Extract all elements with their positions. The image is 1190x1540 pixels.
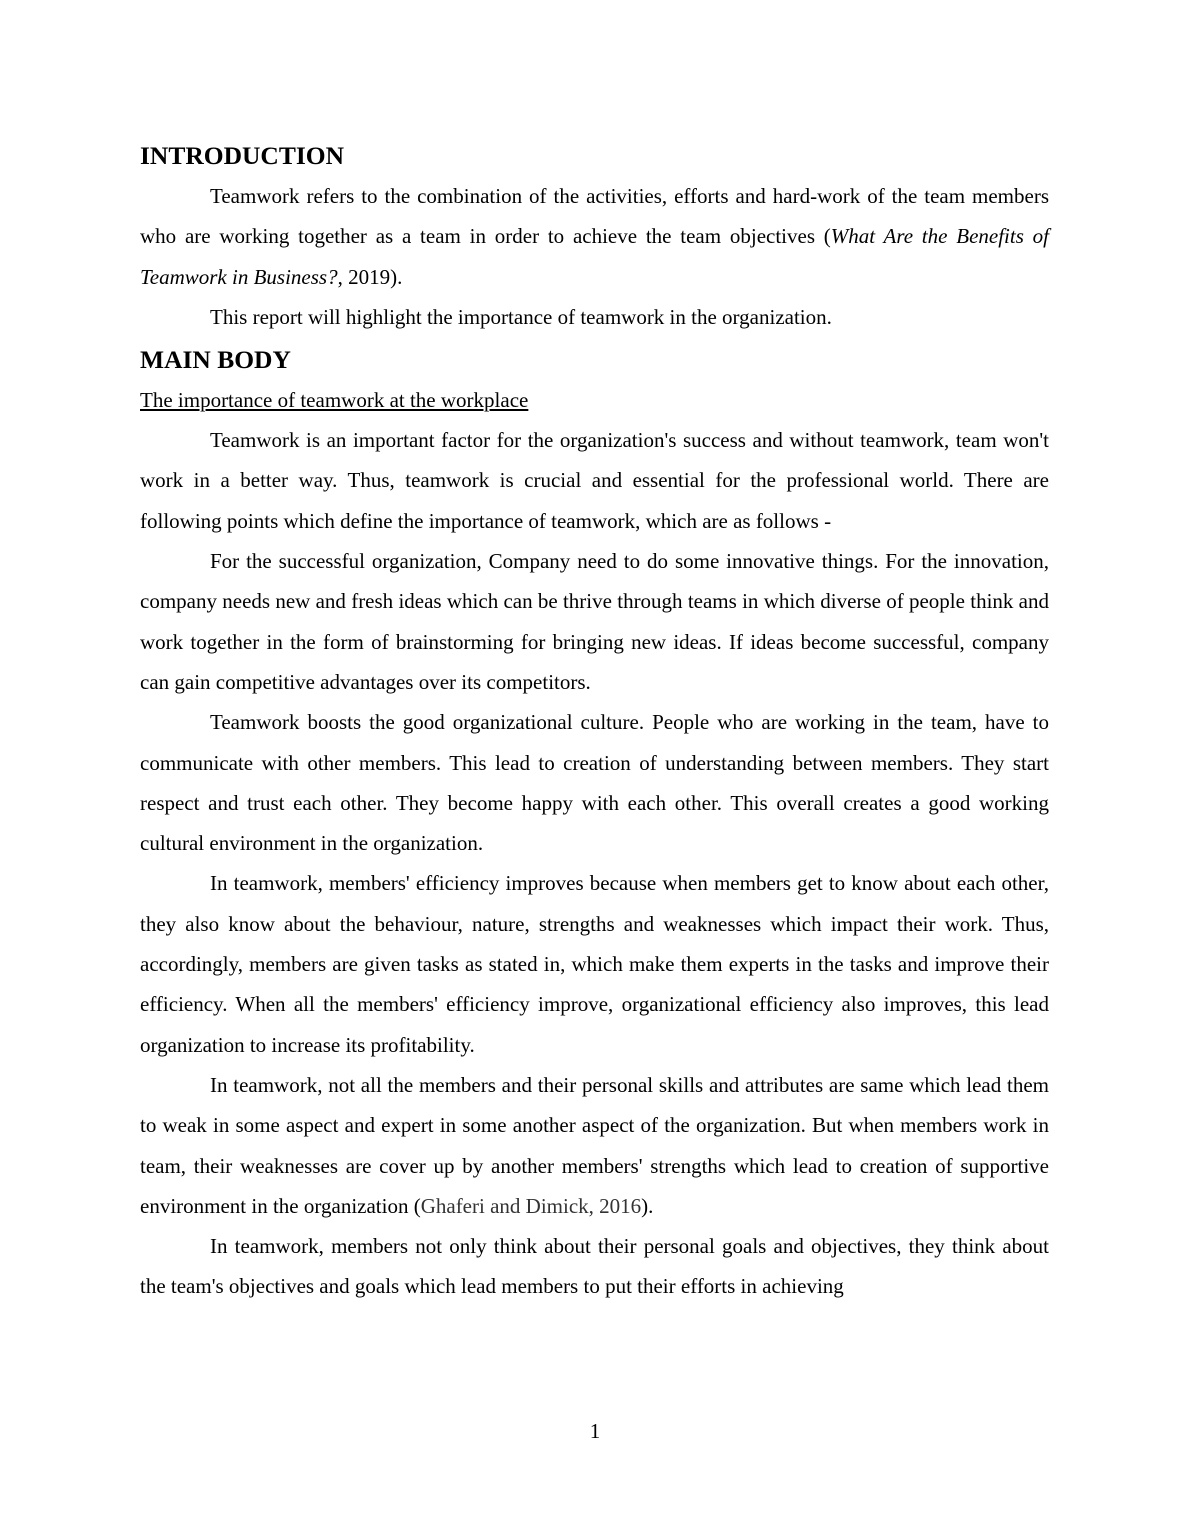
body-paragraph-1: Teamwork is an important factor for the organization's success and without teamwork, team won't work in a better way. Thus, teamwork is crucial and essential for the professional world. There are following points which define the importance of teamwork, which are as follows - (140, 428, 1049, 533)
body-paragraph-2: For the successful organization, Company need to do some innovative things. For the innovation, company needs new and fresh ideas which can be thrive through teams in which diverse of people think and work together in the form of brainstorming for bringing new ideas. If ideas become successful, company can gain competitive advantages over its competitors. (140, 549, 1049, 694)
document-page (140, 138, 1049, 1307)
introduction-paragraph-1-text: Teamwork refers to the combination of the activities, efforts and hard-work of the team members who are working together as a team in order to achieve the team objectives ( (140, 184, 1049, 249)
main-body-heading: MAIN BODY (140, 345, 291, 375)
body-paragraph-5-tail: ). (641, 1193, 654, 1218)
introduction-paragraph-1-tail: , 2019). (337, 264, 403, 289)
citation-title: What Are the Benefits of Teamwork in Business? (140, 224, 1049, 289)
body-paragraph-5-text: In teamwork, not all the members and their personal skills and attributes are same which lead them to weak in some aspect and expert in some another aspect of the organization. But when members work in team, their weaknesses are cover up by another members' strengths which lead to creation of supportive environment in the organization ( (140, 1072, 1049, 1218)
introduction-heading: INTRODUCTION (140, 141, 345, 170)
body-paragraph-3: Teamwork boosts the good organizational culture. People who are working in the team, have to communicate with other members. This lead to creation of understanding between members. They start respect and trust each other. They become happy with each other. This overall creates a good working cultural environment in the organization. (140, 710, 1049, 856)
body-paragraph-5 (140, 1065, 1049, 1226)
introduction-paragraph-2: This report will highlight the importance of teamwork in the organization. (210, 304, 832, 329)
body-paragraph-6: In teamwork, members not only think about their personal goals and objectives, they think about the team's objectives and goals which lead members to put their efforts in achieving (140, 1234, 1049, 1299)
page-number: 1 (589, 1419, 601, 1443)
citation-reference: Ghaferi and Dimick, 2016 (420, 1193, 642, 1218)
section-subheading: The importance of teamwork at the workplace (140, 388, 529, 413)
body-paragraph-4: In teamwork, members' efficiency improves because when members get to know about each other, they also know about the behaviour, nature, strengths and weaknesses which impact their work. Thus, accordingly, members are given tasks as stated in, which make them experts in the tasks and improve their efficiency. When all the members' efficiency improve, organizational efficiency also improves, this lead organization to increase its profitability. (140, 871, 1049, 1057)
introduction-paragraph-1 (140, 176, 1049, 297)
